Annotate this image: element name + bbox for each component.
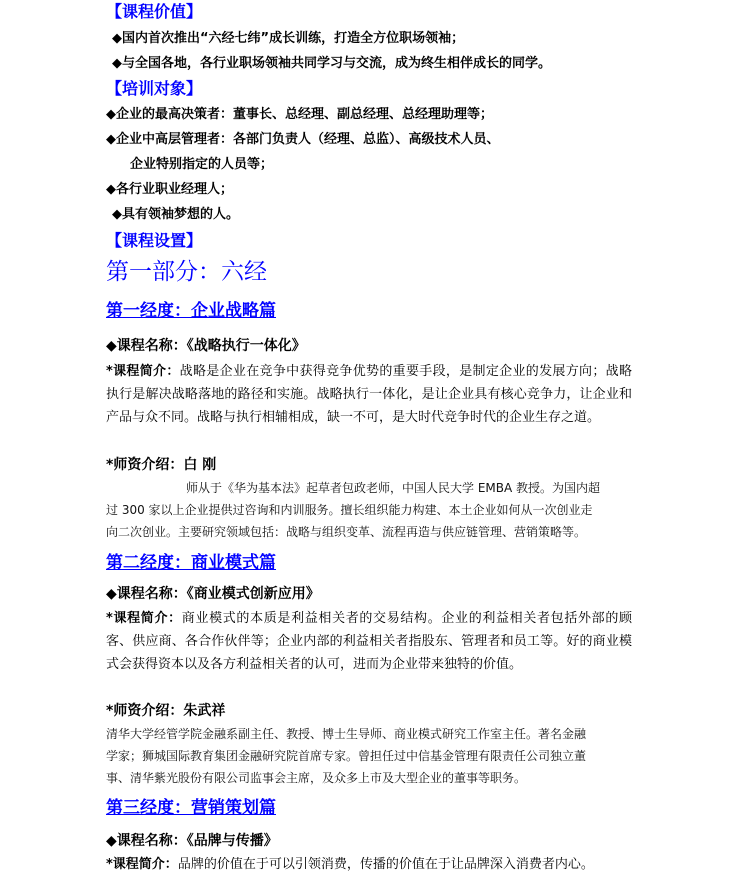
target-item: ◆具有领袖梦想的人。 <box>112 207 239 222</box>
teacher-line: 师从于《华为基本法》起草者包政老师，中国人民大学 EMBA 教授。为国内超 <box>186 481 601 495</box>
course-intro-text: 品牌的价值在于可以引领消费，传播的价值在于让品牌深入消费者内心。 <box>177 857 594 872</box>
course-intro <box>106 853 646 876</box>
target-item: ◆企业的最高决策者：董事长、总经理、副总经理、总经理助理等； <box>106 107 493 122</box>
teacher-name: 白 刚 <box>183 457 217 473</box>
teacher-label: *师资介绍： <box>106 703 184 719</box>
teacher-heading <box>106 702 506 720</box>
course-intro-text: 战略是企业在竞争中获得竞争优势的重要手段，是制定企业的发展方向；战略执行是解决战略落地的路径和实施。战略执行一体化，是让企业具有核心竞争力，让企业和产品与众不同。战略与执行相辅相成，缺一不可，是大时代竞争时代的企业生存之道。 <box>106 364 632 425</box>
value-item: ◆国内首次推出“六经七纬”成长训练，打造全方位职场领袖； <box>112 31 465 46</box>
teacher-line: 清华大学经管学院金融系副主任、教授、博士生导师、商业模式研究工作室主任。著名金融 <box>106 727 587 741</box>
teacher-line: 向二次创业。主要研究领域包括：战略与组织变革、流程再造与供应链管理、营销策略等。 <box>106 525 587 539</box>
dimension-title: 第一经度：企业战略篇 <box>106 301 276 321</box>
course-intro <box>106 360 632 429</box>
section-heading-setup: 【课程设置】 <box>106 231 203 250</box>
section-heading-value: 【课程价值】 <box>106 2 203 21</box>
course-name: ◆课程名称：《战略执行一体化》 <box>106 338 306 354</box>
target-item: 企业特别指定的人员等； <box>130 157 274 172</box>
course-intro <box>106 607 632 676</box>
section-heading-target: 【培训对象】 <box>106 79 203 98</box>
teacher-line: 过 300 家以上企业提供过咨询和内训服务。擅长组织能力构建、本土企业如何从一次创业走 <box>106 503 593 517</box>
course-intro-text: 商业模式的本质是利益相关者的交易结构。企业的利益相关者包括外部的顾客、供应商、各合作伙伴等；企业内部的利益相关者指股东、管理者和员工等。好的商业模式会获得资本以及各方利益相关者的认可，进而为企业带来独特的价值。 <box>106 611 632 672</box>
course-name: ◆课程名称：《品牌与传播》 <box>106 833 278 849</box>
target-item: ◆各行业职业经理人； <box>106 182 233 197</box>
course-name: ◆课程名称：《商业模式创新应用》 <box>106 586 320 602</box>
teacher-line: 事、清华紫光股份有限公司监事会主席，及众多上市及大型企业的董事等职务。 <box>106 771 527 785</box>
course-intro-label: *课程简介： <box>106 857 178 872</box>
part-title: 第一部分：六经 <box>106 259 267 285</box>
teacher-line: 学家；狮城国际教育集团金融研究院首席专家。曾担任过中信基金管理有限责任公司独立董 <box>106 749 587 763</box>
teacher-label: *师资介绍： <box>106 457 184 473</box>
value-item: ◆与全国各地，各行业职场领袖共同学习与交流，成为终生相伴成长的同学。 <box>112 56 551 71</box>
dimension-title: 第三经度：营销策划篇 <box>106 798 276 818</box>
target-item: ◆企业中高层管理者：各部门负责人（经理、总监）、高级技术人员、 <box>106 132 500 147</box>
teacher-name: 朱武祥 <box>183 703 226 719</box>
dimension-title: 第二经度：商业模式篇 <box>106 553 276 573</box>
course-intro-label: *课程简介： <box>106 364 180 379</box>
course-intro-label: *课程简介： <box>106 611 182 626</box>
teacher-heading <box>106 456 506 474</box>
